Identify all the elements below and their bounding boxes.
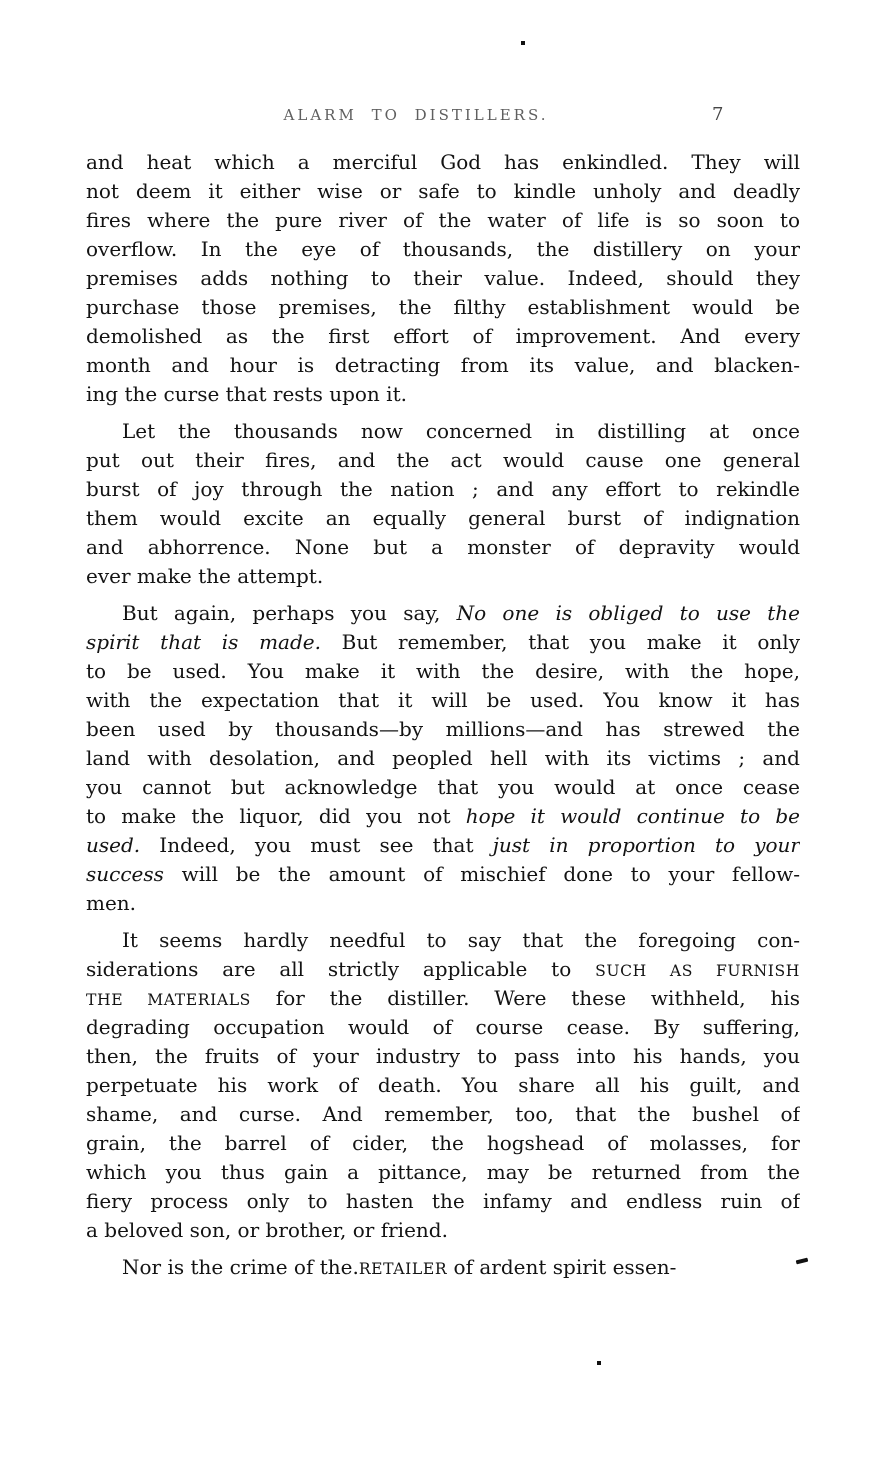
text-run: then, the fruits of your industry to pass into his hands, you — [86, 1044, 800, 1068]
text-run: month and hour is detracting from its value, and blacken- — [86, 353, 800, 377]
paragraph — [86, 926, 800, 1245]
text-run: burst of joy through the nation ; and any effort to rekindle — [86, 477, 800, 501]
text-line — [86, 984, 800, 1013]
text-run: been used by thousands—by millions—and has strewed the — [86, 717, 800, 741]
text-run: But again, perhaps you say, — [122, 601, 457, 625]
text-run: Let the thousands now concerned in distilling at once — [122, 419, 800, 443]
text-run: fires where the pure river of the water of life is so soon to — [86, 208, 800, 232]
text-run: of ardent spirit essen- — [447, 1255, 677, 1279]
text-run: demolished as the first effort of improvement. And every — [86, 324, 800, 348]
ink-speck-bottom — [597, 1361, 601, 1365]
text-run: success — [86, 862, 164, 886]
text-run: and heat which a merciful God has enkindled. They will — [86, 150, 800, 174]
paragraph — [86, 599, 800, 918]
text-run: a beloved son, or brother, or friend. — [86, 1218, 448, 1242]
text-line — [86, 475, 800, 504]
text-run: spirit that is made. — [86, 630, 321, 654]
text-line — [86, 889, 800, 918]
text-run: just in proportion to your — [492, 833, 800, 857]
text-line — [86, 293, 800, 322]
page-body — [86, 148, 800, 1290]
text-run: men. — [86, 891, 137, 915]
text-run: perpetuate his work of death. You share all his guilt, and — [86, 1073, 800, 1097]
text-run: land with desolation, and peopled hell with its victims ; and — [86, 746, 800, 770]
running-head-title: ALARM TO DISTILLERS. — [283, 106, 549, 124]
text-run: to make the liquor, did you not — [86, 804, 466, 828]
text-run: premises adds nothing to their value. Indeed, should they — [86, 266, 800, 290]
text-line — [86, 1253, 800, 1282]
text-run: for the distiller. Were these withheld, his — [250, 986, 800, 1010]
text-run: But remember, that you make it only — [320, 630, 800, 654]
text-line — [86, 351, 800, 380]
text-line — [86, 715, 800, 744]
text-line — [86, 1187, 800, 1216]
running-head — [86, 106, 746, 132]
text-run: put out their fires, and the act would cause one general — [86, 448, 800, 472]
text-line — [86, 1100, 800, 1129]
text-run: degrading occupation would of course cease. By suffering, — [86, 1015, 800, 1039]
text-run: siderations are all strictly applicable to — [86, 957, 596, 981]
text-run: fiery process only to hasten the infamy and endless ruin of — [86, 1189, 800, 1213]
text-run: will be the amount of mischief done to your fellow- — [163, 862, 800, 886]
text-run: shame, and curse. And remember, too, that the bushel of — [86, 1102, 800, 1126]
text-run: No one is obliged to use the — [456, 601, 800, 625]
text-run: ever make the attempt. — [86, 564, 324, 588]
text-line — [86, 148, 800, 177]
text-line — [86, 417, 800, 446]
text-line — [86, 1013, 800, 1042]
text-run: It seems hardly needful to say that the foregoing con- — [122, 928, 800, 952]
text-run: used. — [86, 833, 141, 857]
text-run: Nor is the crime of the. — [122, 1255, 359, 1279]
text-line — [86, 599, 800, 628]
text-line — [86, 504, 800, 533]
text-run: ing the curse that rests upon it. — [86, 382, 407, 406]
text-line — [86, 1042, 800, 1071]
text-line — [86, 1071, 800, 1100]
text-line — [86, 955, 800, 984]
text-line — [86, 446, 800, 475]
text-run: them would excite an equally general burst of indignation — [86, 506, 800, 530]
text-line — [86, 264, 800, 293]
text-run: which you thus gain a pittance, may be returned from the — [86, 1160, 800, 1184]
text-run: hope it would continue to be — [465, 804, 800, 828]
paragraph — [86, 1253, 800, 1282]
text-line — [86, 686, 800, 715]
text-run: overflow. In the eye of thousands, the distillery on your — [86, 237, 800, 261]
text-line — [86, 773, 800, 802]
text-run: with the expectation that it will be used. You know it has — [86, 688, 800, 712]
text-run: grain, the barrel of cider, the hogshead of molasses, for — [86, 1131, 800, 1155]
text-line — [86, 1129, 800, 1158]
text-run: THE MATERIALS — [86, 991, 251, 1009]
text-run: to be used. You make it with the desire, with the hope, — [86, 659, 800, 683]
paragraph — [86, 417, 800, 591]
text-line — [86, 322, 800, 351]
text-line — [86, 380, 800, 409]
paragraph — [86, 148, 800, 409]
text-run: you cannot but acknowledge that you would at once cease — [86, 775, 800, 799]
text-line — [86, 177, 800, 206]
text-line — [86, 744, 800, 773]
text-line — [86, 628, 800, 657]
text-line — [86, 802, 800, 831]
text-run: SUCH AS FURNISH — [595, 962, 800, 980]
text-line — [86, 1216, 800, 1245]
text-line — [86, 1158, 800, 1187]
text-run: and abhorrence. None but a monster of depravity would — [86, 535, 800, 559]
text-run: RETAILER — [358, 1260, 448, 1278]
text-run: purchase those premises, the filthy establishment would be — [86, 295, 800, 319]
text-line — [86, 860, 800, 889]
text-line — [86, 562, 800, 591]
text-line — [86, 206, 800, 235]
text-run: Indeed, you must see that — [140, 833, 493, 857]
ink-speck-top — [521, 41, 525, 45]
text-run: not deem it either wise or safe to kindle unholy and deadly — [86, 179, 800, 203]
text-line — [86, 926, 800, 955]
page-number: 7 — [712, 104, 724, 125]
text-line — [86, 657, 800, 686]
text-line — [86, 831, 800, 860]
text-line — [86, 235, 800, 264]
text-line — [86, 533, 800, 562]
